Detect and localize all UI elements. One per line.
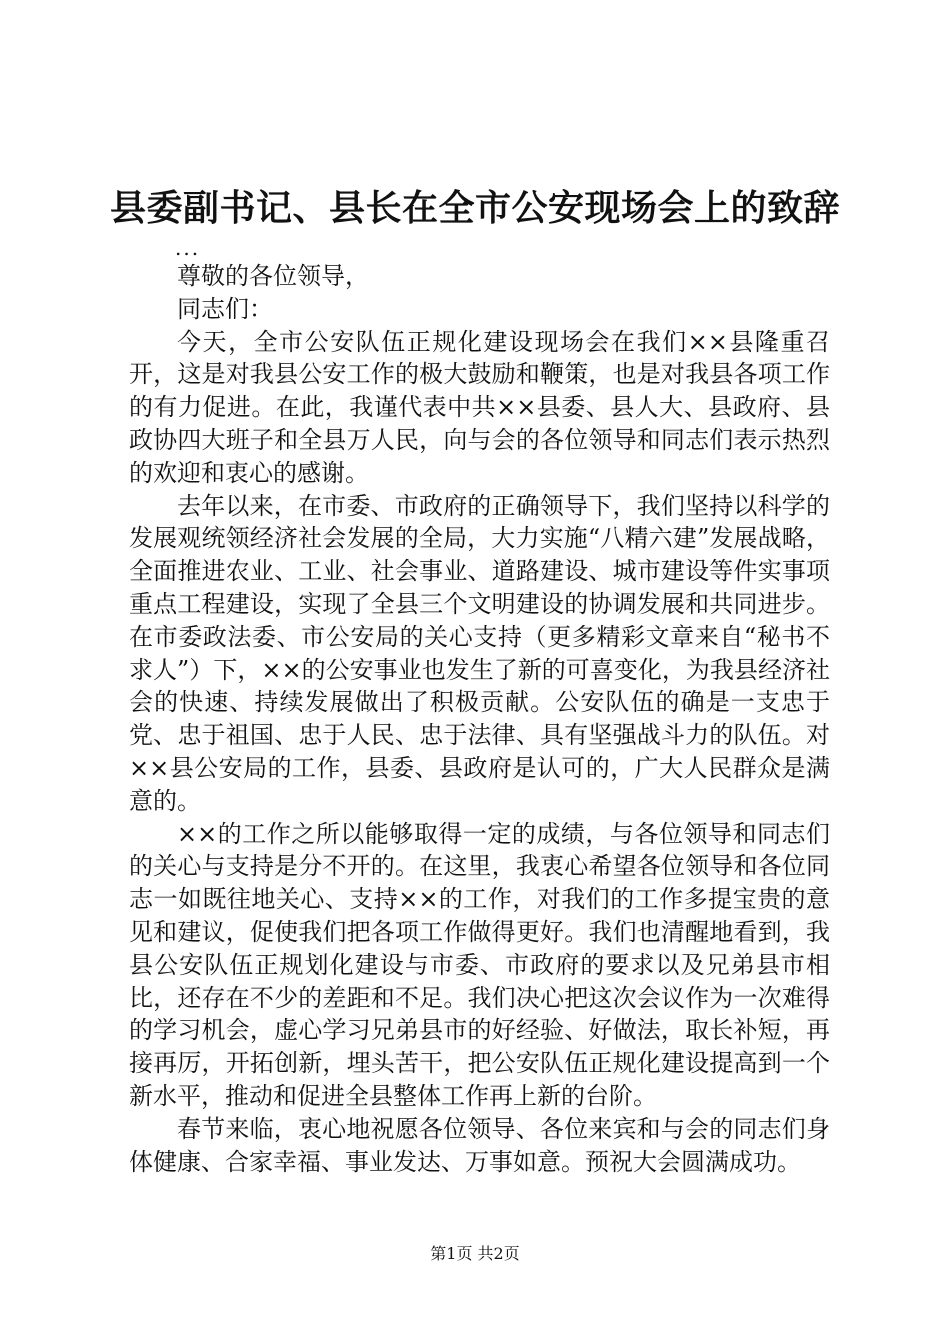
salutation-line: 同志们： xyxy=(177,294,273,323)
body-paragraph: 去年以来，在市委、市政府的正确领导下，我们坚持以科学的发展观统领经济社会发展的全局，大力实施“八精六建”发展战略，全面推进农业、工业、社会事业、道路建设、城市建设等件实事项重点工程建设，实现了全县三个文明建设的协调发展和共同进步。在市委政法委、市公安局的关心支持（更多精彩文章来自“秘书不求人”）下，××的公安事业也发生了新的可喜变化，为我县经济社会的快速、持续发展做出了积极贡献。公安队伍的确是一支忠于党、忠于祖国、忠于人民、忠于法律、具有坚强战斗力的队伍。对××县公安局的工作，县委、县政府是认可的，广大人民群众是满意的。 xyxy=(129,491,830,815)
page-number-footer: 第1页 共2页 xyxy=(430,1244,520,1263)
body-paragraph: ××的工作之所以能够取得一定的成绩，与各位领导和同志们的关心与支持是分不开的。在这里，我衷心希望各位领导和各位同志一如既往地关心、支持××的工作，对我们的工作多提宝贵的意见和建议，促使我们把各项工作做得更好。我们也清醒地看到，我县公安队伍正规划化建设与市委、市政府的要求以及兄弟县市相比，还存在不少的差距和不足。我们决心把这次会议作为一次难得的学习机会，虚心学习兄弟县市的好经验、好做法，取长补短，再接再厉，开拓创新，埋头苦干，把公安队伍正规化建设提高到一个新水平，推动和促进全县整体工作再上新的台阶。 xyxy=(129,819,830,1110)
document-body xyxy=(129,260,830,1178)
salutation-line: 尊敬的各位领导， xyxy=(177,262,369,290)
document-title: 县委副书记、县长在全市公安现场会上的致辞 xyxy=(109,188,840,229)
body-paragraph: 今天，全市公安队伍正规化建设现场会在我们××县隆重召开，这是对我县公安工作的极大鼓励和鞭策，也是对我县各项工作的有力促进。在此，我谨代表中共××县委、县人大、县政府、县政协四大班子和全县万人民，向与会的各位领导和同志们表示热烈的欢迎和衷心的感谢。 xyxy=(129,327,830,487)
body-paragraph: 春节来临，衷心地祝愿各位领导、各位来宾和与会的同志们身体健康、合家幸福、事业发达、万事如意。预祝大会圆满成功。 xyxy=(129,1114,830,1176)
title-continuation-ellipsis: ... xyxy=(175,236,201,260)
